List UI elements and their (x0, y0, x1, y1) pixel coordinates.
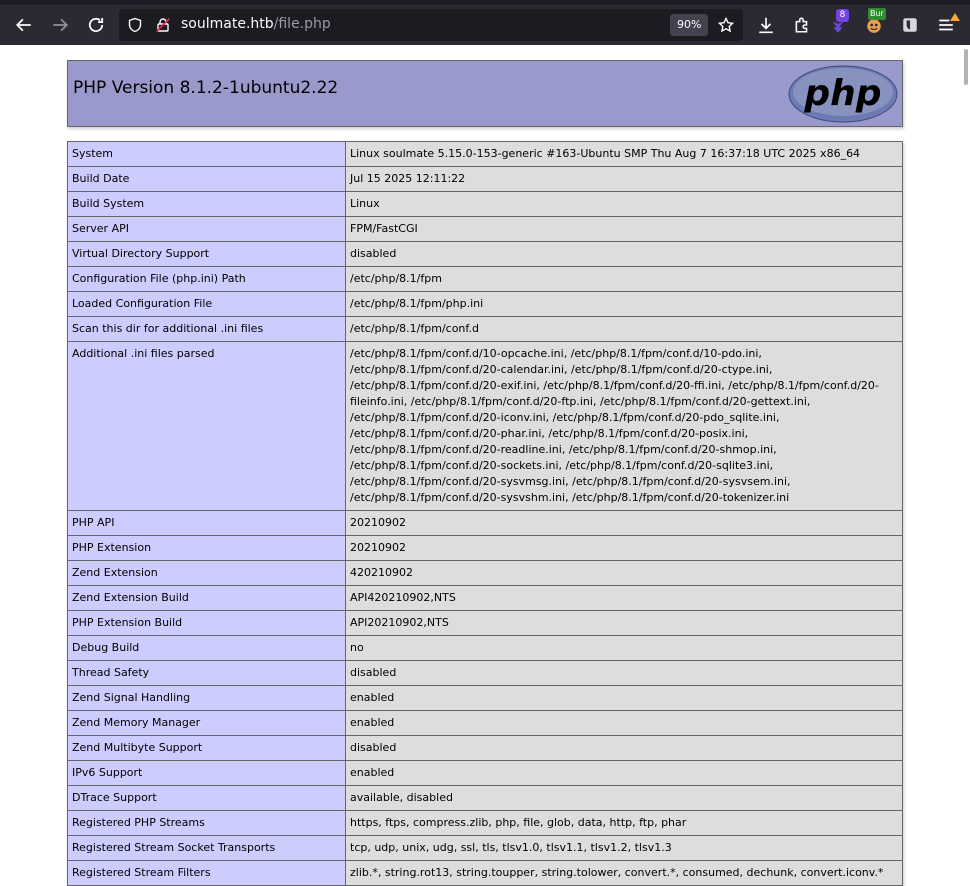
table-row (68, 736, 903, 761)
table-row (68, 586, 903, 611)
arrow-left-icon (15, 16, 33, 34)
table-row (68, 267, 903, 292)
row-key: Scan this dir for additional .ini files (68, 317, 346, 342)
arrow-right-icon (51, 16, 69, 34)
page-scrollbar[interactable] (962, 45, 970, 842)
row-value: /etc/php/8.1/fpm/conf.d/10-opcache.ini, /etc/php/8.1/fpm/conf.d/10-pdo.ini, /etc/php/8.1/fpm/conf.d/20-calendar.ini, /etc/php/8.1/fpm/conf.d/20-ctype.ini, /etc/php/8.1/fpm/conf.d/20-exif.ini, /etc/php/8.1/fpm/conf.d/20-ffi.ini, /etc/php/8.1/fpm/conf.d/20-fileinfo.ini, /etc/php/8.1/fpm/conf.d/20-ftp.ini, /etc/php/8.1/fpm/conf.d/20-gettext.ini, /etc/php/8.1/fpm/conf.d/20-iconv.ini, /etc/php/8.1/fpm/conf.d/20-pdo_sqlite.ini, /etc/php/8.1/fpm/conf.d/20-phar.ini, /etc/php/8.1/fpm/conf.d/20-posix.ini, /etc/php/8.1/fpm/conf.d/20-readline.ini, /etc/php/8.1/fpm/conf.d/20-shmop.ini, /etc/php/8.1/fpm/conf.d/20-sockets.ini, /etc/php/8.1/fpm/conf.d/20-sqlite3.ini, /etc/php/8.1/fpm/conf.d/20-sysvmsg.ini, /etc/php/8.1/fpm/conf.d/20-sysvsem.ini, /etc/php/8.1/fpm/conf.d/20-sysvshm.ini, /etc/php/8.1/fpm/conf.d/20-tokenizer.ini (346, 342, 903, 511)
table-row (68, 217, 903, 242)
row-key: Registered Stream Socket Transports (68, 836, 346, 861)
extension-button-badge[interactable] (824, 11, 852, 39)
row-value: available, disabled (346, 786, 903, 811)
puzzle-icon (793, 16, 811, 34)
row-value: tcp, udp, unix, udg, ssl, tls, tlsv1.0, tlsv1.1, tlsv1.2, tlsv1.3 (346, 836, 903, 861)
table-row (68, 611, 903, 636)
update-indicator-icon (950, 13, 960, 21)
table-row (68, 811, 903, 836)
url-host: soulmate.htb (181, 16, 274, 32)
table-row (68, 861, 903, 886)
reload-button[interactable] (82, 11, 110, 39)
scrollbar-thumb[interactable] (964, 49, 968, 85)
table-row (68, 711, 903, 736)
row-key: Configuration File (php.ini) Path (68, 267, 346, 292)
table-row (68, 511, 903, 536)
table-row (68, 242, 903, 267)
row-key: System (68, 142, 346, 167)
table-row (68, 342, 903, 511)
zoom-level-button[interactable]: 90% (670, 14, 708, 36)
reload-icon (87, 16, 105, 34)
page-title: PHP Version 8.1.2-1ubuntu2.22 (73, 78, 339, 98)
row-value: API420210902,NTS (346, 586, 903, 611)
row-value: /etc/php/8.1/fpm/php.ini (346, 292, 903, 317)
row-key: Loaded Configuration File (68, 292, 346, 317)
table-row (68, 661, 903, 686)
download-icon (757, 16, 775, 34)
row-key: PHP API (68, 511, 346, 536)
password-manager-button[interactable] (896, 11, 924, 39)
row-key: Thread Safety (68, 661, 346, 686)
row-key: Registered PHP Streams (68, 811, 346, 836)
table-row (68, 317, 903, 342)
php-logo-text: php (804, 73, 882, 114)
row-value: enabled (346, 711, 903, 736)
table-row (68, 292, 903, 317)
row-value: disabled (346, 736, 903, 761)
row-value: zlib.*, string.rot13, string.toupper, string.tolower, convert.*, consumed, dechunk, convert.iconv.* (346, 861, 903, 886)
row-key: Build System (68, 192, 346, 217)
row-value: no (346, 636, 903, 661)
row-key: DTrace Support (68, 786, 346, 811)
row-value: https, ftps, compress.zlib, php, file, glob, data, http, ftp, phar (346, 811, 903, 836)
burp-extension-button[interactable] (860, 11, 888, 39)
table-row (68, 536, 903, 561)
back-button[interactable] (10, 11, 38, 39)
row-key: Build Date (68, 167, 346, 192)
address-bar[interactable] (119, 9, 743, 41)
row-key: Zend Memory Manager (68, 711, 346, 736)
row-value: enabled (346, 686, 903, 711)
shield-icon[interactable] (126, 16, 144, 34)
burp-badge: Bur (870, 9, 884, 18)
extension-badge-count: 8 (836, 9, 849, 22)
table-row (68, 142, 903, 167)
row-value: 420210902 (346, 561, 903, 586)
table-row (68, 192, 903, 217)
row-value: disabled (346, 661, 903, 686)
table-row (68, 636, 903, 661)
row-value: enabled (346, 761, 903, 786)
row-key: Virtual Directory Support (68, 242, 346, 267)
downloads-button[interactable] (752, 11, 780, 39)
row-value: /etc/php/8.1/fpm (346, 267, 903, 292)
row-key: Zend Signal Handling (68, 686, 346, 711)
row-value: /etc/php/8.1/fpm/conf.d (346, 317, 903, 342)
row-value: 20210902 (346, 536, 903, 561)
insecure-lock-icon[interactable] (154, 16, 172, 34)
row-value: Jul 15 2025 12:11:22 (346, 167, 903, 192)
php-info-table-body (68, 142, 903, 886)
row-key: Additional .ini files parsed (68, 342, 346, 511)
row-value: disabled (346, 242, 903, 267)
url-path: /file.php (273, 16, 331, 32)
row-key: Registered Stream Filters (68, 861, 346, 886)
php-version-header (67, 60, 903, 127)
row-key: IPv6 Support (68, 761, 346, 786)
row-value: 20210902 (346, 511, 903, 536)
extensions-button[interactable] (788, 11, 816, 39)
row-value: Linux soulmate 5.15.0-153-generic #163-Ubuntu SMP Thu Aug 7 16:37:18 UTC 2025 x86_64 (346, 142, 903, 167)
row-key: PHP Extension (68, 536, 346, 561)
row-key: Debug Build (68, 636, 346, 661)
forward-button[interactable] (46, 11, 74, 39)
app-menu-button[interactable] (932, 11, 960, 39)
table-row (68, 167, 903, 192)
row-key: PHP Extension Build (68, 611, 346, 636)
table-row (68, 836, 903, 861)
row-value: FPM/FastCGI (346, 217, 903, 242)
page-viewport (0, 45, 970, 879)
table-row (68, 786, 903, 811)
table-row (68, 761, 903, 786)
row-key: Zend Multibyte Support (68, 736, 346, 761)
browser-toolbar (0, 5, 970, 45)
php-logo (788, 65, 898, 123)
row-value: API20210902,NTS (346, 611, 903, 636)
url-text[interactable] (181, 16, 331, 32)
row-key: Zend Extension (68, 561, 346, 586)
row-key: Server API (68, 217, 346, 242)
row-key: Zend Extension Build (68, 586, 346, 611)
bitwarden-shield-icon (901, 16, 919, 34)
table-row (68, 686, 903, 711)
row-value: Linux (346, 192, 903, 217)
table-row (68, 561, 903, 586)
bookmark-star-icon[interactable] (717, 16, 735, 34)
php-info-table (67, 141, 903, 886)
